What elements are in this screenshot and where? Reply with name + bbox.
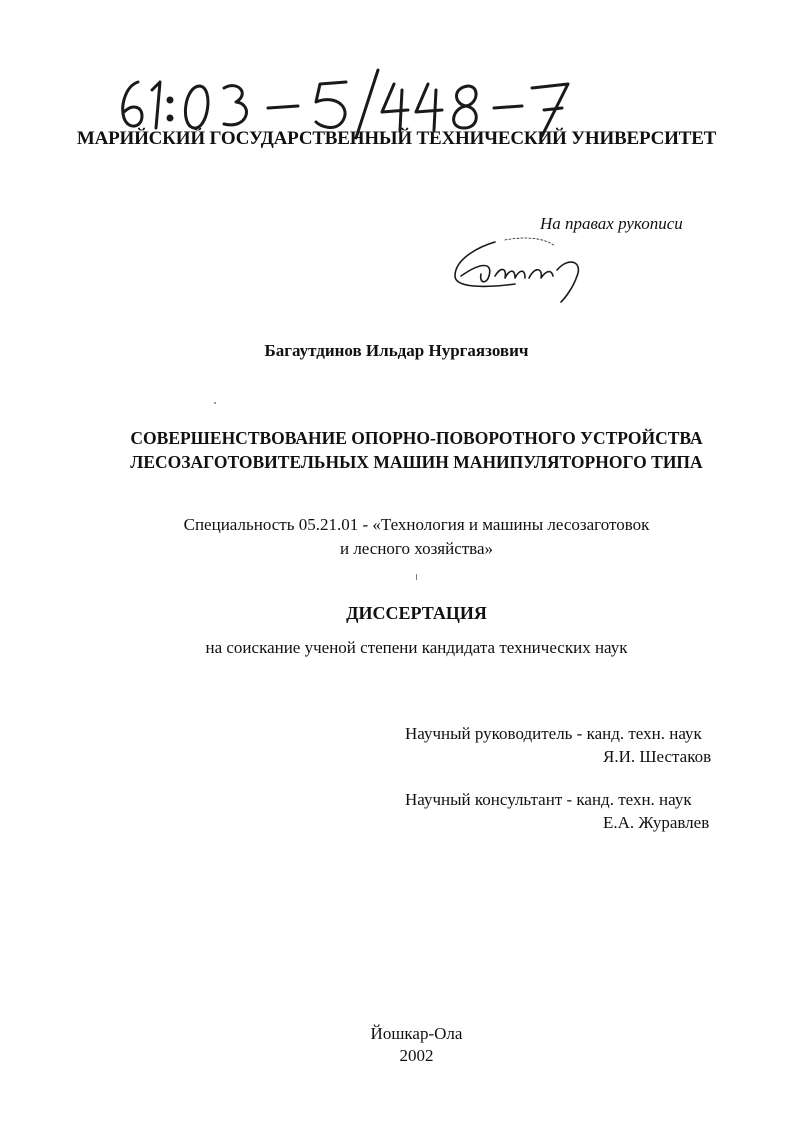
advisor-name: Я.И. Шестаков xyxy=(603,747,712,766)
scan-speck xyxy=(214,402,216,404)
university-name: МАРИЙСКИЙ ГОСУДАРСТВЕННЫЙ ТЕХНИЧЕСКИЙ УНИВЕРСИТЕТ xyxy=(76,128,717,149)
title-line-2: ЛЕСОЗАГОТОВИТЕЛЬНЫХ МАШИН МАНИПУЛЯТОРНОГО ТИПА xyxy=(130,452,703,472)
author-name: Багаутдинов Ильдар Нургаязович xyxy=(264,341,529,360)
scan-speck xyxy=(416,574,417,580)
speciality-line-2: и лесного хозяйства» xyxy=(339,539,494,558)
manuscript-rights-note: На правах рукописи xyxy=(540,214,683,233)
year: 2002 xyxy=(399,1046,434,1065)
advisor-role: Научный руководитель - канд. техн. наук xyxy=(405,724,702,743)
dissertation-title xyxy=(0,426,793,474)
degree-statement: на соискание ученой степени кандидата технических наук xyxy=(205,638,628,657)
city: Йошкар-Ола xyxy=(370,1024,463,1043)
signature-image xyxy=(445,232,595,304)
speciality xyxy=(0,513,793,561)
consultant-name: Е.А. Журавлев xyxy=(603,813,710,832)
title-line-1: СОВЕРШЕНСТВОВАНИЕ ОПОРНО-ПОВОРОТНОГО УСТРОЙСТВА xyxy=(130,428,703,448)
document-type: ДИССЕРТАЦИЯ xyxy=(346,603,487,623)
consultant-role: Научный консультант - канд. техн. наук xyxy=(405,790,692,809)
speciality-line-1: Специальность 05.21.01 - «Технология и машины лесозаготовок xyxy=(183,515,650,534)
